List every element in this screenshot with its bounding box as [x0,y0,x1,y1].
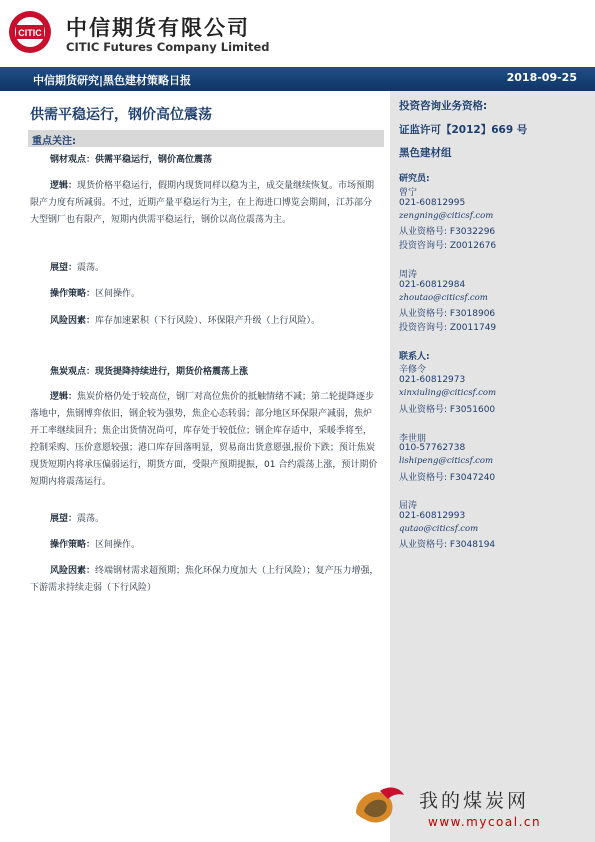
company-name-cn: 中信期货有限公司 [66,16,250,40]
coke-logic-text: 焦炭价格仍处于较高位，钢厂对高位焦价的抵触情绪不减；第二轮提降逐步落地中，焦钢博弈依旧，钢企较为强势，焦企心态转弱；部分地区环保限产减弱，焦炉开工率继续回升；焦企出货情况尚可，库存处于较低位；钢企库存适中，采暖季将至，控制采购、压价意愿较强；港口库存回落明显，贸易商出货意愿强,报价下跌；预计焦炭现货短期内将承压偏弱运行，期货方面，受限产预期提振，01 合约震荡上涨，预计期价短期内将震荡运行。 [30,392,378,487]
team-name: 黑色建材组 [399,147,452,159]
contact-email[interactable]: xinxiuling@citicsf.com [399,388,497,398]
citic-logo-icon [8,10,52,54]
outlook-label: 展望： [50,263,78,273]
coke-risk-text: 终端钢材需求超预期；焦化环保力度加大（上行风险）；复产压力增强，下游需求持续走弱（下行风险） [30,566,379,593]
researcher-name: 曾宁 [399,188,418,198]
steel-logic-paragraph [30,178,380,229]
steel-logic-text: 现货价格平稳运行，假期内现货同样以稳为主，成交量继续恢复。市场预期限产力度有所减弱。不过，近期产量平稳运行为主，在上海进口博览会期间，江苏部分大型钢厂也有限产，短期内供需平稳运行，钢价以高位震荡为主。 [30,181,375,225]
company-name-en: CITIC Futures Company Limited [66,40,270,54]
svg-text:CITIC: CITIC [18,28,42,38]
risk-label: 风险因素： [50,566,96,576]
steel-outlook-text: 震荡。 [77,263,105,273]
contact-email[interactable]: qutao@citicsf.com [399,524,479,534]
contact-name: 屈涛 [399,501,418,511]
coke-logic-paragraph [30,389,380,491]
contact-phone: 021-60812993 [399,511,466,521]
report-title: 供需平稳运行，钢价高位震荡 [30,107,212,123]
coke-strategy [50,537,400,554]
coke-heading: 焦炭观点：现货提降持续进行，期货价格震荡上涨 [50,367,249,377]
steel-strategy [50,286,400,303]
section-bar [28,130,384,147]
risk-label: 风险因素： [50,316,96,326]
researcher-email[interactable]: zhoutao@citicsf.com [399,293,488,303]
strategy-label: 操作策略： [50,289,96,299]
outlook-label: 展望： [50,514,78,524]
researchers-label: 研究员: [399,174,430,184]
logic-label: 逻辑： [50,181,78,191]
contact-name: 李世朋 [399,434,427,444]
researcher-consult-number: 投资咨询号: Z0011749 [399,323,497,333]
coke-outlook [50,511,400,528]
coke-outlook-text: 震荡。 [77,514,105,524]
researcher-license: 从业资格号: F3032296 [399,227,496,237]
steel-risk [50,313,400,330]
contact-phone: 021-60812973 [399,375,466,385]
section-label: 重点关注: [32,136,76,147]
researcher-consult-number: 投资咨询号: Z0012676 [399,241,497,251]
steel-strategy-text: 区间操作。 [95,289,141,299]
contacts-label: 联系人: [399,352,430,362]
contact-phone: 010-57762738 [399,443,466,453]
contact-license: 从业资格号: F3048194 [399,540,496,550]
contact-license: 从业资格号: F3047240 [399,473,496,483]
steel-risk-text: 库存加速累积（下行风险）、环保限产升级（上行风险）。 [95,316,321,326]
researcher-license: 从业资格号: F3018906 [399,309,496,319]
researcher-name: 周涛 [399,270,418,280]
researcher-email[interactable]: zengning@citicsf.com [399,211,494,221]
coke-risk [30,563,380,597]
strategy-label: 操作策略： [50,540,96,550]
report-series-title: 中信期货研究|黑色建材策略日报 [33,74,192,87]
license-number: 证监许可【2012】669 号 [399,124,528,136]
researcher-phone: 021-60812984 [399,280,466,290]
mycoal-logo-icon [350,783,406,829]
steel-outlook [50,260,400,277]
contact-name: 辛修令 [399,365,427,375]
coke-strategy-text: 区间操作。 [95,540,141,550]
watermark-site-name: 我的煤炭网 [419,790,530,812]
qualification-title: 投资咨询业务资格: [399,100,488,112]
contact-email[interactable]: lishipeng@citicsf.com [399,456,494,466]
watermark-site-url: www.mycoal.cn [428,815,542,829]
contact-license: 从业资格号: F3051600 [399,405,496,415]
logic-label: 逻辑： [50,392,78,402]
steel-heading: 钢材观点：供需平稳运行，钢价高位震荡 [50,155,213,165]
report-date: 2018-09-25 [506,71,577,84]
researcher-phone: 021-60812995 [399,198,466,208]
